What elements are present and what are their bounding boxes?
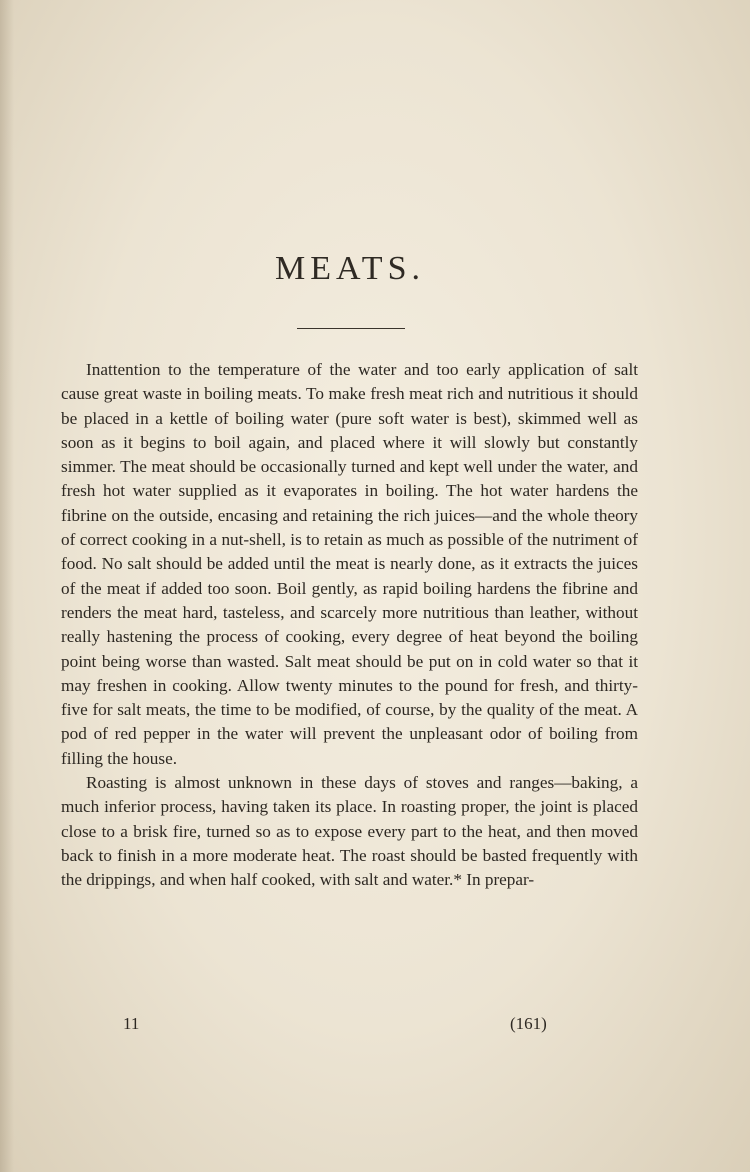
paragraph-roasting: Roasting is almost unknown in these days of stoves and ranges—baking, a much inferior process, having taken its place. In roasting proper, the joint is placed close to a brisk fire, turned so as to expose every part to the heat, and then moved back to finish in a more moderate heat. The roast should be basted frequently with the drippings, and when half cooked, with salt and water.* In prepar- xyxy=(61,773,638,890)
paragraph-boiling: Inattention to the temperature of the water and too early application of salt cause great waste in boiling meats. To make fresh meat rich and nutritious it should be placed in a kettle of boiling water (pure soft water is best), skimmed well as soon as it begins to boil again, and placed where it will slowly but constantly simmer. The meat should be occasionally turned and kept well under the water, and fresh hot water supplied as it evaporates in boiling. The hot water hardens the fibrine on the outside, encasing and retaining the rich juices—and the whole theory of correct cooking in a nut-shell, is to retain as much as possible of the nutriment of food. No salt should be added until the meat is nearly done, as it extracts the juices of the meat if added too soon. Boil gently, as rapid boiling hardens the fibrine and renders the meat hard, tasteless, and scarcely more nutritious than leather, without really hastening the process of cooking, every degree of heat beyond the boiling point being worse than wasted. Salt meat should be put on in cold water so that it may freshen in cooking. Allow twenty minutes to the pound for fresh, and thirty-five for salt meats, the time to be modified, of course, by the quality of the meat. A pod of red pepper in the water will prevent the unpleasant odor of boiling from filling the house. xyxy=(61,360,638,768)
signature-mark: 11 xyxy=(123,1014,140,1033)
chapter-title: MEATS. xyxy=(275,250,425,287)
page-edge-shadow xyxy=(0,0,14,1172)
page-number: (161) xyxy=(510,1014,547,1033)
body-text xyxy=(61,358,638,893)
title-rule xyxy=(297,328,405,329)
